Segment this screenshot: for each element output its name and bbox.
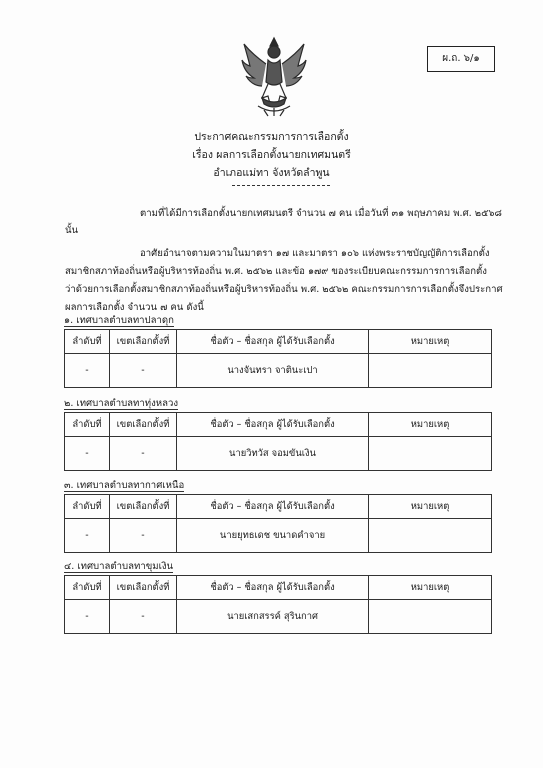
cell-remark bbox=[369, 437, 492, 471]
body-paragraph-2-line-2: สมาชิกสภาท้องถิ่นหรือผู้บริหารท้องถิ่น พ.ศ. ๒๕๖๒ และข้อ ๑๗๙ ของระเบียบคณะกรรมการการเลือกตั้ง bbox=[65, 266, 487, 277]
cell-name: นายเสกสรรค์ สุรินกาศ bbox=[177, 600, 369, 634]
body-paragraph-2-line-1: อาศัยอำนาจตามความในมาตรา ๑๗ และมาตรา ๑๐๖ แห่งพระราชบัญญัติการเลือกตั้ง bbox=[140, 248, 490, 259]
table-row bbox=[65, 354, 492, 388]
section-label-3 bbox=[64, 478, 184, 493]
cell-order: - bbox=[65, 354, 110, 388]
table-row bbox=[65, 437, 492, 471]
header-remark: หมายเหตุ bbox=[369, 413, 492, 437]
section-label-text: ๓. เทศบาลตำบลทากาศเหนือ bbox=[64, 480, 185, 491]
header-district: เขตเลือกตั้งที่ bbox=[110, 413, 177, 437]
table-header-row bbox=[65, 413, 492, 437]
body-paragraph-1-line-2: นั้น bbox=[65, 225, 79, 236]
header-district: เขตเลือกตั้งที่ bbox=[110, 495, 177, 519]
cell-order: - bbox=[65, 519, 110, 553]
header-district: เขตเลือกตั้งที่ bbox=[110, 330, 177, 354]
table-row bbox=[65, 600, 492, 634]
body-paragraph-1-line-1: ตามที่ได้มีการเลือกตั้งนายกเทศมนตรี จำนวน ๗ คน เมื่อวันที่ ๓๑ พฤษภาคม พ.ศ. ๒๕๖๘ bbox=[140, 208, 502, 219]
section-label-text: ๑. เทศบาลตำบลทาปลาดุก bbox=[64, 315, 174, 326]
cell-remark bbox=[369, 354, 492, 388]
header-remark: หมายเหตุ bbox=[369, 330, 492, 354]
result-table-2 bbox=[64, 412, 492, 471]
header-remark: หมายเหตุ bbox=[369, 495, 492, 519]
cell-remark bbox=[369, 519, 492, 553]
section-label-2 bbox=[64, 396, 178, 411]
garuda-emblem-icon bbox=[240, 34, 308, 118]
header-remark: หมายเหตุ bbox=[369, 576, 492, 600]
cell-order: - bbox=[65, 600, 110, 634]
cell-order: - bbox=[65, 437, 110, 471]
form-code-box: ผ.ถ. ๖/๑ bbox=[427, 46, 495, 72]
announcement-subject: เรื่อง ผลการเลือกตั้งนายกเทศมนตรี bbox=[192, 149, 351, 161]
section-label-text: ๒. เทศบาลตำบลทาทุ่งหลวง bbox=[64, 398, 179, 409]
header-name: ชื่อตัว – ชื่อสกุล ผู้ได้รับเลือกตั้ง bbox=[177, 413, 369, 437]
result-table-1 bbox=[64, 329, 492, 388]
result-table-3 bbox=[64, 494, 492, 553]
body-paragraph-2-line-4: ผลการเลือกตั้ง จำนวน ๗ คน ดังนี้ bbox=[65, 302, 204, 313]
result-table-4 bbox=[64, 575, 492, 634]
cell-district: - bbox=[110, 600, 177, 634]
table-row bbox=[65, 519, 492, 553]
cell-remark bbox=[369, 600, 492, 634]
cell-district: - bbox=[110, 354, 177, 388]
body-paragraph-2-line-3: ว่าด้วยการเลือกตั้งสมาชิกสภาท้องถิ่นหรือผู้บริหารท้องถิ่น พ.ศ. ๒๕๖๒ คณะกรรมการการเลือกตั้งจึงประกาศ bbox=[65, 284, 503, 295]
table-header-row bbox=[65, 495, 492, 519]
section-label-text: ๔. เทศบาลตำบลทาขุมเงิน bbox=[64, 561, 174, 572]
cell-name: นายวิทวัส จอมขันเงิน bbox=[177, 437, 369, 471]
cell-name: นางจันทรา จาตินะเปา bbox=[177, 354, 369, 388]
cell-name: นายยุทธเดช ขนาดคำจาย bbox=[177, 519, 369, 553]
section-label-4 bbox=[64, 559, 173, 574]
table-header-row bbox=[65, 576, 492, 600]
header-name: ชื่อตัว – ชื่อสกุล ผู้ได้รับเลือกตั้ง bbox=[177, 495, 369, 519]
header-order: ลำดับที่ bbox=[65, 576, 110, 600]
announcement-location: อำเภอแม่ทา จังหวัดลำพูน bbox=[213, 167, 330, 179]
header-divider bbox=[232, 185, 330, 186]
header-order: ลำดับที่ bbox=[65, 495, 110, 519]
cell-district: - bbox=[110, 437, 177, 471]
section-label-1 bbox=[64, 313, 174, 328]
cell-district: - bbox=[110, 519, 177, 553]
header-name: ชื่อตัว – ชื่อสกุล ผู้ได้รับเลือกตั้ง bbox=[177, 576, 369, 600]
header-district: เขตเลือกตั้งที่ bbox=[110, 576, 177, 600]
header-name: ชื่อตัว – ชื่อสกุล ผู้ได้รับเลือกตั้ง bbox=[177, 330, 369, 354]
header-order: ลำดับที่ bbox=[65, 413, 110, 437]
table-header-row bbox=[65, 330, 492, 354]
announcement-title: ประกาศคณะกรรมการการเลือกตั้ง bbox=[194, 131, 349, 143]
header-order: ลำดับที่ bbox=[65, 330, 110, 354]
